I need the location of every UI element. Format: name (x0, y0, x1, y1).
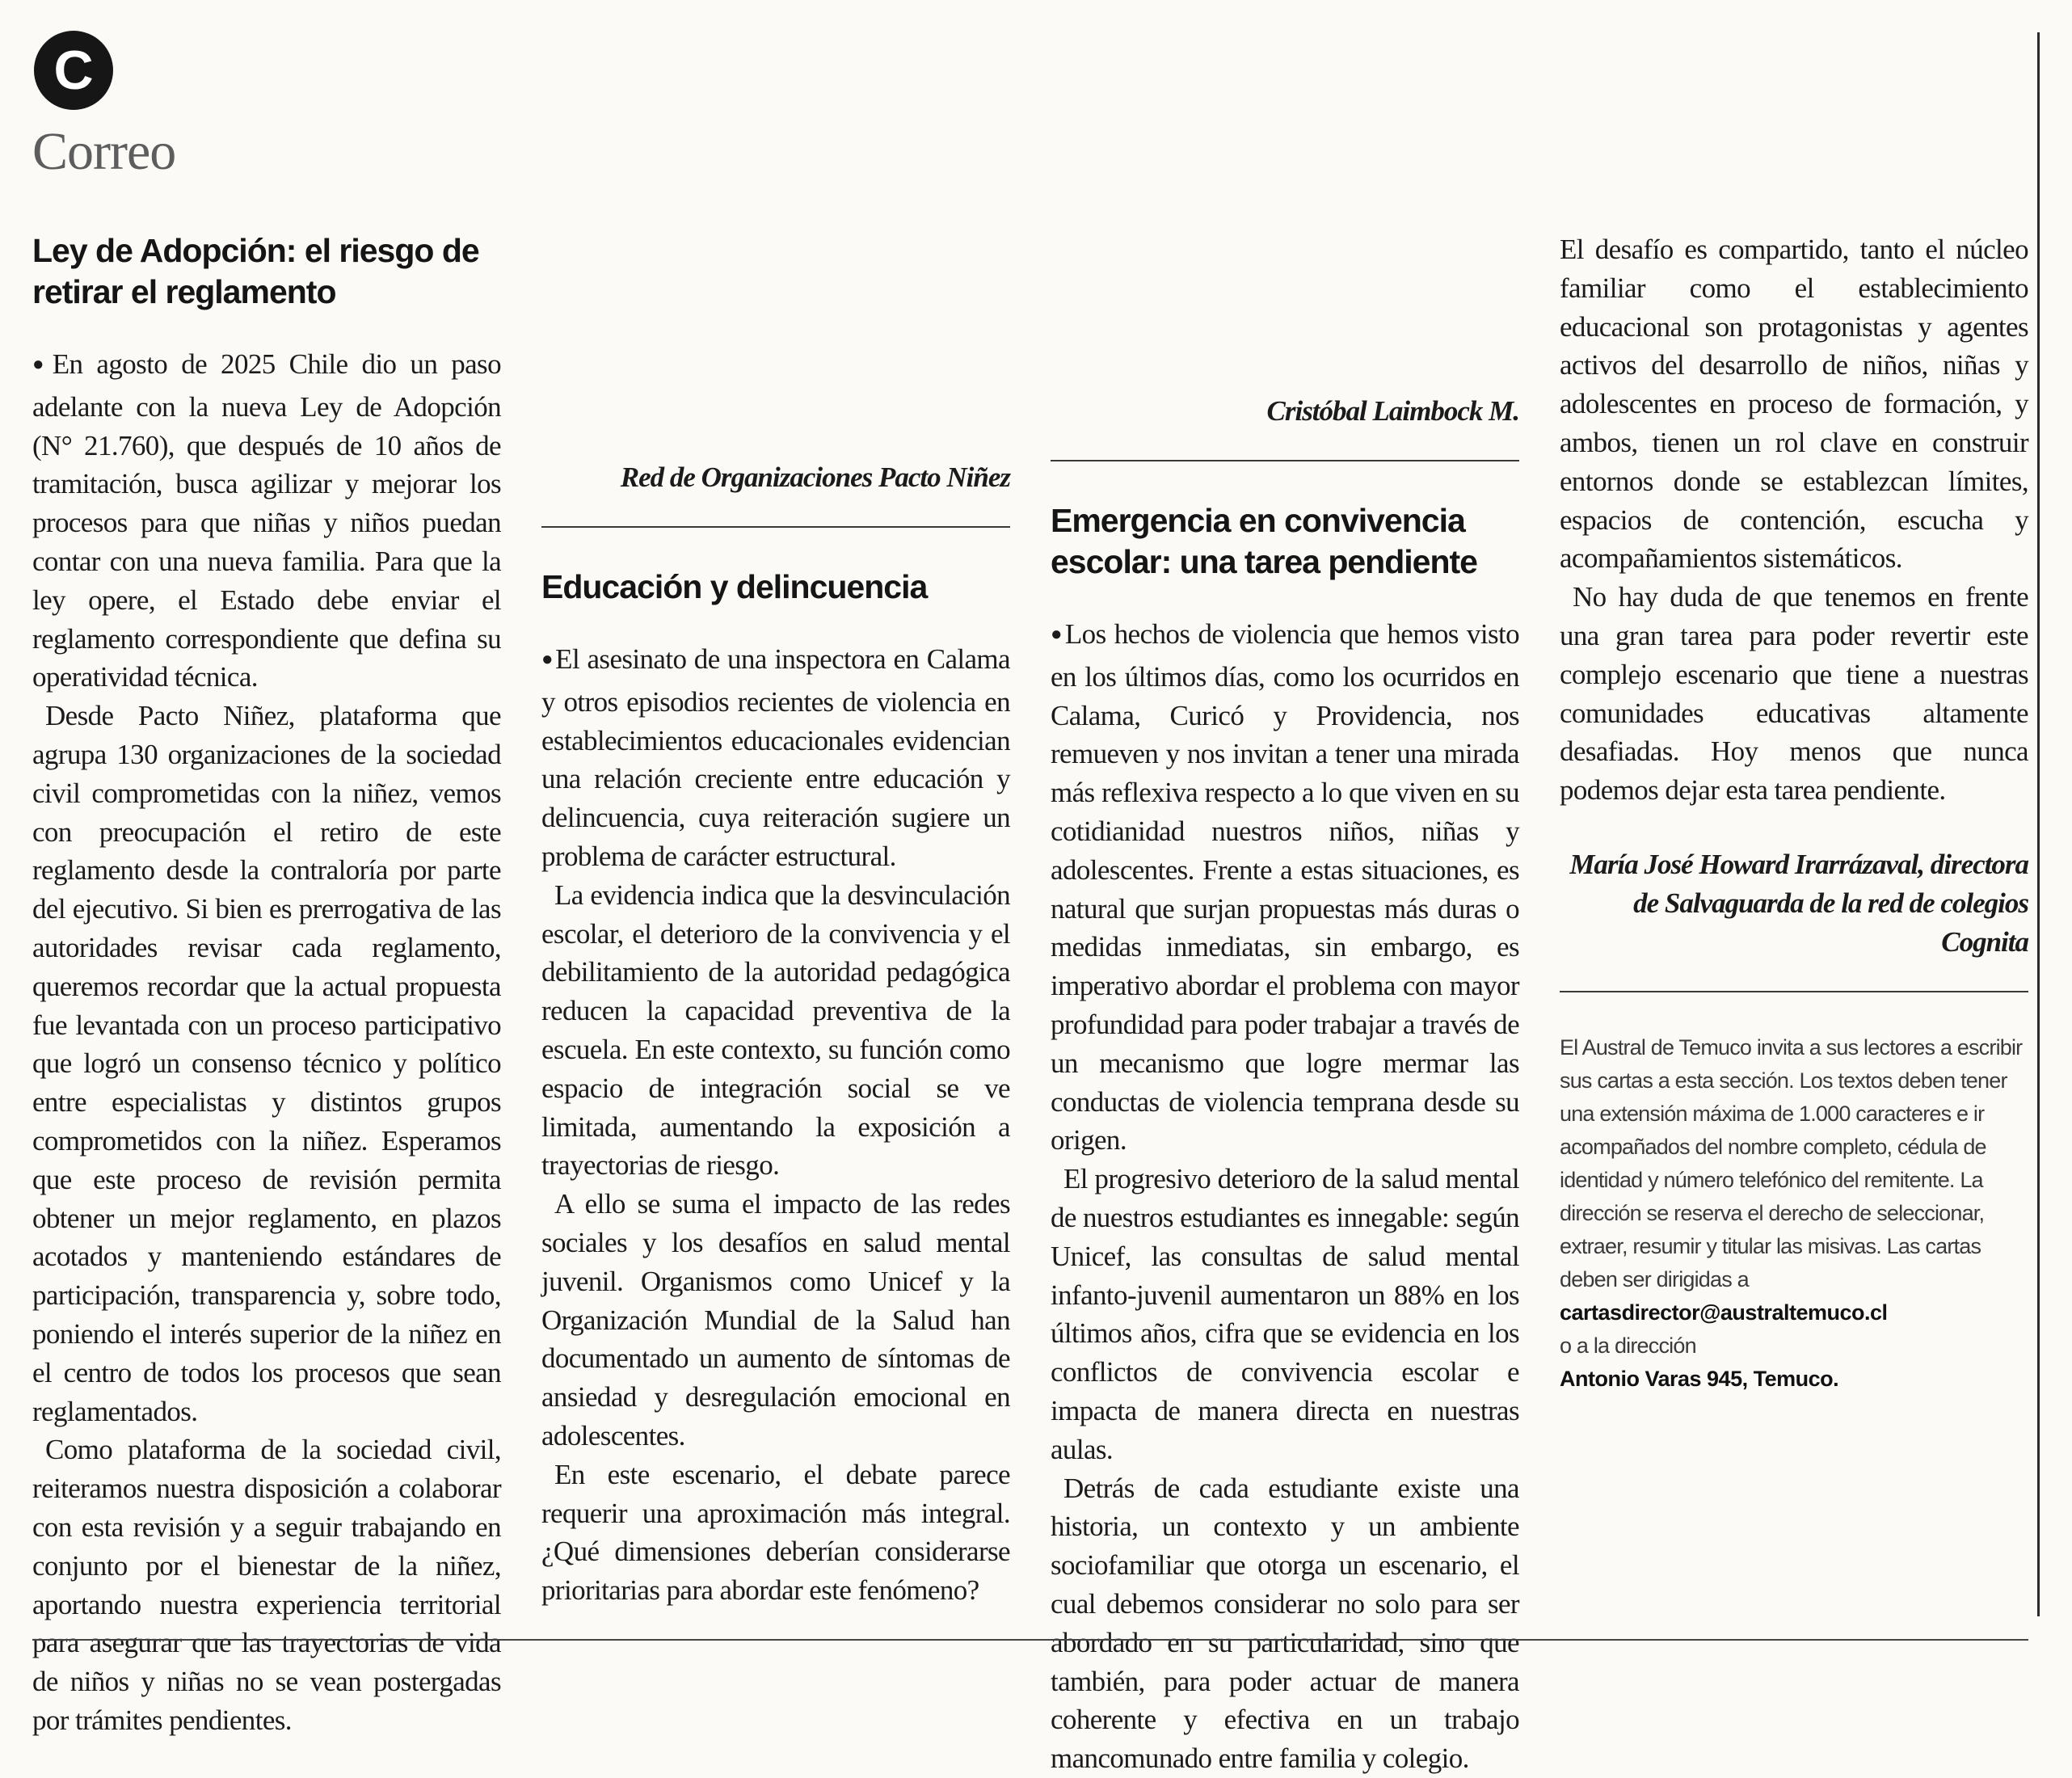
letter-2-paragraph: La evidencia indica que la desvinculación escolar, el deterioro de la convivencia y el debilitamiento de la autoridad pedagógica reducen la capacidad preventiva de la escuela. En este contexto, su función como espacio de integración social se ve limitada, aumentando la exposición a trayectorias de riesgo. (541, 878, 1010, 1182)
letter-3-paragraph: Detrás de cada estudiante existe una historia, un contexto y un ambiente sociofamiliar que otorga un escenario, el cual debemos considerar no solo para ser abordado en su particularidad, sino que también, para poder actuar de manera coherente y efectiva en un trabajo mancomunado entre familia y colegio. (1051, 1472, 1519, 1775)
divider (541, 526, 1010, 528)
page-edge-rule (2037, 32, 2040, 1616)
letter-2-paragraph: A ello se suma el impacto de las redes sociales y los desafíos en salud mental juvenil. Organismos como Unicef y la Organización Mundial de la Salud han documentado un aumento de síntomas de ansiedad y desregulación emocional en adolescentes. (541, 1188, 1010, 1451)
section-title: Correo (32, 122, 176, 181)
divider (1560, 991, 2028, 992)
letter-3-body (1051, 615, 1519, 1778)
submission-address: Antonio Varas 945, Temuco. (1560, 1366, 1839, 1391)
letter-1-paragraph: Como plataforma de la sociedad civil, reiteramos nuestra disposición a colaborar con esta revisión y a seguir trabajando en conjunto por el bienestar de la niñez, aportando nuestra experiencia territorial para asegurar que las trayectorias de vida de niños y niñas no se vean postergadas por trámites pendientes. (32, 1434, 501, 1736)
submission-note-text: El Austral de Temuco invita a sus lectores a escribir sus cartas a esta sección. Los textos deben tener una extensión máxima de 1.000 caracteres e ir acompañados del nombre completo, cédula de identidad y número telefónico del remitente. La dirección se reserva el derecho de seleccionar, extraer, resumir y titular las misivas. Las cartas deben ser dirigidas a (1560, 1034, 2023, 1291)
letter-1-title: Ley de Adopción: el riesgo de retirar el reglamento (32, 232, 479, 310)
letter-2-paragraph: En este escenario, el debate parece requerir una aproximación más integral. ¿Qué dimensiones deberían considerarse prioritarias para abordar este fenómeno? (541, 1458, 1010, 1607)
divider (1051, 460, 1519, 461)
letter-2-signature: Cristóbal Laimbock M. (1266, 395, 1519, 427)
letter-2-paragraph: ● El asesinato de una inspectora en Calama y otros episodios recientes de violencia en establecimientos educacionales evidencian una relación creciente entre educación y delincuencia, cuya reiteración sugiere un problema de carácter estructural. (541, 640, 1010, 876)
column-4 (1560, 230, 2028, 1396)
letter-1-paragraph: ● En agosto de 2025 Chile dio un paso adelante con la nueva Ley de Adopción (N° 21.760), que después de 10 años de tramitación, busca agilizar y mejorar los procesos para que niñas y niños puedan contar con una nueva familia. Para que la ley opere, el Estado debe enviar el reglamento correspondiente que defina su operatividad técnica. (32, 345, 501, 697)
column-3 (1051, 230, 1519, 1778)
column-2 (541, 230, 1010, 1610)
submission-email-link[interactable]: cartasdirector@australtemuco.cl (1560, 1300, 1888, 1325)
letter-3-paragraph: El progresivo deterioro de la salud mental de nuestros estudiantes es innegable: según Unicef, las consultas de salud mental infanto-juvenil aumentaron un 88% en los últimos años, cifra que se evidencia en los conflictos de convivencia escolar e impacta de manera directa en nuestras aulas. (1051, 1163, 1519, 1465)
letter-3-paragraph: El desafío es compartido, tanto el núcleo familiar como el establecimiento educacional son protagonistas y agentes activos del desarrollo de niños, niñas y adolescentes en proceso de formación, y ambos, tienen un rol clave en construir entornos donde se establezcan límites, espacios de contención, escucha y acompañamientos sistemáticos. (1560, 234, 2028, 575)
letter-2-title: Educación y delincuencia (541, 568, 928, 605)
section-logo: C (34, 31, 113, 110)
letter-1-body (32, 345, 501, 1740)
letter-2-body (541, 640, 1010, 1610)
letter-3-paragraph: No hay duda de que tenemos en frente una gran tarea para poder revertir este complejo escenario que tiene a nuestras comunidades educativas altamente desafiadas. Hoy menos que nunca podemos dejar esta tarea pendiente. (1560, 581, 2028, 807)
letter-3-paragraph: ● Los hechos de violencia que hemos visto en los últimos días, como los ocurridos en Calama, Curicó y Providencia, nos remueven y nos invitan a tener una mirada más reflexiva respecto a lo que viven en su cotidianidad nuestros niños, niñas y adolescentes. Frente a estas situaciones, es natural que surjan propuestas más duras o medidas inmediatas, sin embargo, es imperativo abordar el problema con mayor profundidad para poder trabajar a través de un mecanismo que logre mermar las conductas de violencia temprana desde su origen. (1051, 615, 1519, 1160)
submission-or-text: o a la dirección (1560, 1333, 1696, 1358)
column-1 (32, 230, 501, 1740)
letter-3-signature: María José Howard Irarrázaval, directora de Salvaguarda de la red de colegios Cognita (1569, 848, 2028, 958)
bottom-rule (32, 1639, 2028, 1641)
letter-1-signature: Red de Organizaciones Pacto Niñez (620, 461, 1010, 493)
letter-3-body-continued (1560, 230, 2028, 810)
letter-3-title: Emergencia en convivencia escolar: una tarea pendiente (1051, 502, 1477, 580)
submission-note (1560, 1031, 2028, 1396)
letter-1-paragraph: Desde Pacto Niñez, plataforma que agrupa 130 organizaciones de la sociedad civil comprometidas con la niñez, vemos con preocupación el retiro de este reglamento desde la contraloría por parte del ejecutivo. Si bien es prerrogativa de las autoridades revisar cada reglamento, queremos recordar que la actual propuesta fue levantada con un proceso participativo que logró un consenso técnico y político entre especialistas y distintos grupos comprometidos con la niñez. Esperamos que este proceso de revisión permita obtener un mejor reglamento, en plazos acotados y manteniendo estándares de participación, transparencia y, sobre todo, poniendo el interés superior de la niñez en el centro de todos los procesos que sean reglamentados. (32, 700, 501, 1427)
